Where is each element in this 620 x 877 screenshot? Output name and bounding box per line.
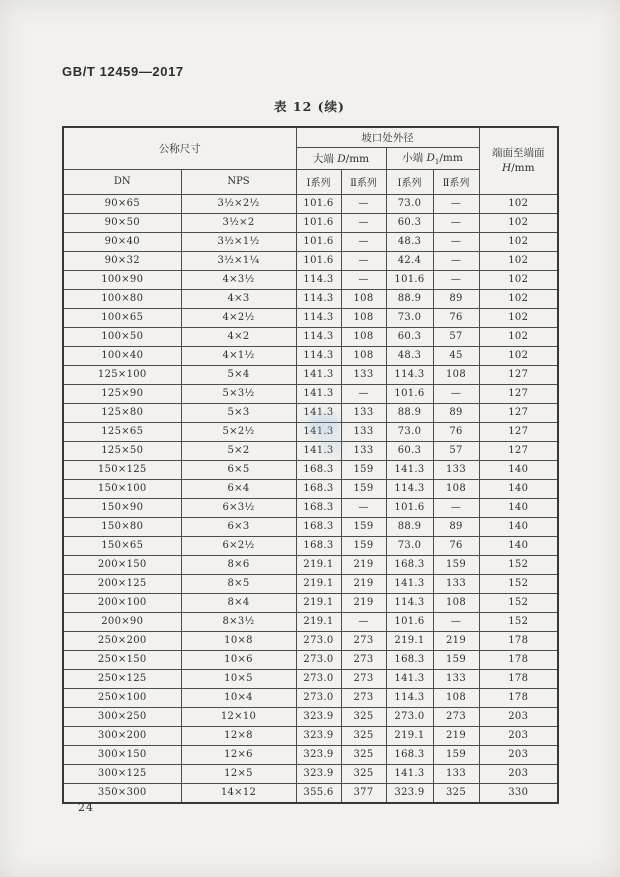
cell-small-series2: 273 (433, 707, 479, 726)
cell-face-to-face: 127 (479, 422, 558, 441)
cell-large-series1: 168.3 (296, 498, 341, 517)
cell-small-series2: — (433, 232, 479, 251)
cell-face-to-face: 102 (479, 327, 558, 346)
cell-large-series2: — (341, 498, 386, 517)
cell-nps: 4×2 (181, 327, 296, 346)
header-large-series2: Ⅱ系列 (341, 169, 386, 194)
cell-small-series2: 76 (433, 422, 479, 441)
cell-large-series1: 141.3 (296, 422, 341, 441)
cell-face-to-face: 102 (479, 289, 558, 308)
large-end-label: 大端 (312, 152, 338, 165)
cell-dn: 250×150 (63, 650, 181, 669)
cell-nps: 8×5 (181, 574, 296, 593)
header-bevel-od: 坡口处外径 (296, 127, 479, 147)
cell-small-series2: 108 (433, 688, 479, 707)
cell-large-series1: 114.3 (296, 270, 341, 289)
cell-face-to-face: 127 (479, 403, 558, 422)
table-row (63, 270, 558, 289)
cell-large-series1: 141.3 (296, 441, 341, 460)
cell-large-series2: 325 (341, 764, 386, 783)
cell-large-series1: 168.3 (296, 460, 341, 479)
cell-large-series2: 273 (341, 650, 386, 669)
cell-small-series1: 101.6 (386, 498, 433, 517)
cell-large-series1: 101.6 (296, 251, 341, 270)
cell-large-series1: 219.1 (296, 612, 341, 631)
cell-small-series1: 73.0 (386, 194, 433, 213)
cell-large-series2: 377 (341, 783, 386, 803)
cell-nps: 6×2½ (181, 536, 296, 555)
cell-small-series1: 88.9 (386, 517, 433, 536)
cell-small-series2: 76 (433, 536, 479, 555)
cell-nps: 4×3 (181, 289, 296, 308)
cell-face-to-face: 102 (479, 251, 558, 270)
cell-large-series1: 323.9 (296, 726, 341, 745)
header-large-series1: Ⅰ系列 (296, 169, 341, 194)
cell-face-to-face: 203 (479, 726, 558, 745)
table-row (63, 327, 558, 346)
table-row (63, 346, 558, 365)
cell-nps: 12×10 (181, 707, 296, 726)
cell-large-series1: 355.6 (296, 783, 341, 803)
cell-large-series2: — (341, 194, 386, 213)
cell-small-series2: 219 (433, 631, 479, 650)
cell-small-series2: — (433, 612, 479, 631)
cell-small-series2: 159 (433, 745, 479, 764)
page-number: 24 (78, 801, 94, 814)
cell-face-to-face: 102 (479, 308, 558, 327)
cell-dn: 200×125 (63, 574, 181, 593)
cell-face-to-face: 127 (479, 365, 558, 384)
cell-dn: 100×40 (63, 346, 181, 365)
cell-large-series2: 108 (341, 327, 386, 346)
cell-nps: 12×6 (181, 745, 296, 764)
cell-nps: 8×4 (181, 593, 296, 612)
cell-face-to-face: 127 (479, 441, 558, 460)
cell-small-series1: 168.3 (386, 555, 433, 574)
cell-large-series1: 141.3 (296, 384, 341, 403)
cell-small-series1: 323.9 (386, 783, 433, 803)
cell-dn: 125×100 (63, 365, 181, 384)
cell-face-to-face: 203 (479, 745, 558, 764)
cell-small-series2: 108 (433, 479, 479, 498)
cell-large-series2: 325 (341, 726, 386, 745)
cell-small-series2: 219 (433, 726, 479, 745)
cell-large-series2: 219 (341, 574, 386, 593)
table-row (63, 460, 558, 479)
cell-nps: 10×4 (181, 688, 296, 707)
cell-small-series2: 108 (433, 593, 479, 612)
cell-large-series1: 141.3 (296, 365, 341, 384)
cell-small-series2: 108 (433, 365, 479, 384)
cell-large-series1: 114.3 (296, 289, 341, 308)
cell-dn: 300×200 (63, 726, 181, 745)
cell-small-series1: 141.3 (386, 669, 433, 688)
cell-large-series2: — (341, 232, 386, 251)
cell-large-series1: 114.3 (296, 346, 341, 365)
cell-face-to-face: 140 (479, 517, 558, 536)
cell-dn: 125×50 (63, 441, 181, 460)
cell-small-series2: — (433, 213, 479, 232)
face-to-face-symbol: H (501, 161, 512, 174)
cell-dn: 300×150 (63, 745, 181, 764)
cell-large-series2: 325 (341, 707, 386, 726)
table-row (63, 365, 558, 384)
cell-small-series2: — (433, 498, 479, 517)
cell-nps: 6×3 (181, 517, 296, 536)
cell-large-series1: 114.3 (296, 327, 341, 346)
small-end-unit: /mm (439, 151, 463, 164)
cell-small-series1: 101.6 (386, 270, 433, 289)
cell-small-series1: 168.3 (386, 650, 433, 669)
cell-nps: 4×3½ (181, 270, 296, 289)
cell-dn: 125×90 (63, 384, 181, 403)
cell-small-series2: 133 (433, 764, 479, 783)
cell-face-to-face: 203 (479, 707, 558, 726)
cell-large-series1: 168.3 (296, 479, 341, 498)
cell-face-to-face: 152 (479, 574, 558, 593)
cell-small-series2: 57 (433, 327, 479, 346)
cell-dn: 300×250 (63, 707, 181, 726)
cell-nps: 5×2½ (181, 422, 296, 441)
cell-face-to-face: 178 (479, 650, 558, 669)
cell-face-to-face: 127 (479, 384, 558, 403)
table-row (63, 289, 558, 308)
cell-dn: 200×100 (63, 593, 181, 612)
table-row (63, 479, 558, 498)
cell-face-to-face: 140 (479, 536, 558, 555)
cell-nps: 12×5 (181, 764, 296, 783)
cell-dn: 150×100 (63, 479, 181, 498)
cell-large-series2: 273 (341, 631, 386, 650)
cell-large-series2: — (341, 270, 386, 289)
standard-number: GB/T 12459—2017 (62, 64, 184, 79)
cell-large-series2: 159 (341, 460, 386, 479)
cell-large-series1: 141.3 (296, 403, 341, 422)
cell-dn: 125×65 (63, 422, 181, 441)
cell-face-to-face: 140 (479, 460, 558, 479)
table-body (63, 194, 558, 803)
cell-dn: 90×50 (63, 213, 181, 232)
cell-large-series2: 159 (341, 479, 386, 498)
cell-face-to-face: 102 (479, 346, 558, 365)
cell-large-series2: 133 (341, 365, 386, 384)
large-end-symbol: D (337, 152, 346, 165)
cell-small-series1: 114.3 (386, 688, 433, 707)
table-row (63, 441, 558, 460)
cell-large-series2: 133 (341, 403, 386, 422)
table-row (63, 650, 558, 669)
cell-small-series2: — (433, 251, 479, 270)
cell-face-to-face: 203 (479, 764, 558, 783)
cell-small-series1: 88.9 (386, 289, 433, 308)
header-small-series2: Ⅱ系列 (433, 169, 479, 194)
cell-small-series1: 48.3 (386, 346, 433, 365)
cell-dn: 200×150 (63, 555, 181, 574)
cell-nps: 14×12 (181, 783, 296, 803)
cell-nps: 3½×2½ (181, 194, 296, 213)
table-row (63, 251, 558, 270)
cell-nps: 5×3½ (181, 384, 296, 403)
cell-large-series2: 273 (341, 688, 386, 707)
header-nominal-size: 公称尺寸 (63, 127, 296, 169)
cell-dn: 200×90 (63, 612, 181, 631)
table-row (63, 308, 558, 327)
cell-small-series1: 273.0 (386, 707, 433, 726)
cell-small-series2: 45 (433, 346, 479, 365)
cell-large-series1: 323.9 (296, 764, 341, 783)
cell-large-series2: — (341, 612, 386, 631)
cell-small-series1: 73.0 (386, 308, 433, 327)
cell-face-to-face: 140 (479, 479, 558, 498)
table-row (63, 631, 558, 650)
cell-nps: 10×8 (181, 631, 296, 650)
header-nps: NPS (181, 169, 296, 194)
cell-large-series1: 273.0 (296, 631, 341, 650)
cell-face-to-face: 152 (479, 612, 558, 631)
cell-dn: 100×90 (63, 270, 181, 289)
cell-nps: 10×5 (181, 669, 296, 688)
header-face-to-face (479, 127, 558, 194)
cell-large-series2: — (341, 384, 386, 403)
cell-large-series2: 108 (341, 346, 386, 365)
cell-large-series2: 219 (341, 593, 386, 612)
cell-nps: 4×2½ (181, 308, 296, 327)
cell-large-series1: 101.6 (296, 213, 341, 232)
cell-large-series1: 323.9 (296, 745, 341, 764)
small-end-symbol: D (426, 151, 435, 164)
header-small-series1: Ⅰ系列 (386, 169, 433, 194)
cell-nps: 6×3½ (181, 498, 296, 517)
cell-small-series1: 101.6 (386, 612, 433, 631)
cell-small-series2: — (433, 384, 479, 403)
cell-large-series1: 101.6 (296, 232, 341, 251)
cell-dn: 100×50 (63, 327, 181, 346)
cell-small-series2: 57 (433, 441, 479, 460)
cell-small-series2: 89 (433, 403, 479, 422)
cell-large-series2: 273 (341, 669, 386, 688)
cell-large-series2: 108 (341, 289, 386, 308)
cell-face-to-face: 152 (479, 593, 558, 612)
cell-small-series1: 48.3 (386, 232, 433, 251)
small-end-label: 小端 (402, 151, 427, 164)
cell-small-series1: 141.3 (386, 460, 433, 479)
cell-large-series1: 168.3 (296, 517, 341, 536)
cell-face-to-face: 330 (479, 783, 558, 803)
cell-small-series1: 101.6 (386, 384, 433, 403)
table-row (63, 745, 558, 764)
cell-small-series1: 88.9 (386, 403, 433, 422)
cell-face-to-face: 102 (479, 232, 558, 251)
cell-small-series2: — (433, 270, 479, 289)
cell-small-series1: 168.3 (386, 745, 433, 764)
cell-face-to-face: 152 (479, 555, 558, 574)
cell-large-series1: 273.0 (296, 650, 341, 669)
cell-dn: 250×100 (63, 688, 181, 707)
cell-large-series2: 219 (341, 555, 386, 574)
table-row (63, 764, 558, 783)
cell-small-series2: 89 (433, 289, 479, 308)
cell-large-series2: — (341, 213, 386, 232)
cell-nps: 8×6 (181, 555, 296, 574)
cell-nps: 6×5 (181, 460, 296, 479)
cell-nps: 10×6 (181, 650, 296, 669)
cell-face-to-face: 102 (479, 213, 558, 232)
table-row (63, 517, 558, 536)
cell-large-series1: 114.3 (296, 308, 341, 327)
cell-large-series1: 273.0 (296, 688, 341, 707)
cell-dn: 150×125 (63, 460, 181, 479)
table-row (63, 555, 558, 574)
table-row (63, 688, 558, 707)
table-row (63, 726, 558, 745)
cell-dn: 90×32 (63, 251, 181, 270)
cell-dn: 250×125 (63, 669, 181, 688)
cell-small-series2: — (433, 194, 479, 213)
cell-small-series2: 133 (433, 460, 479, 479)
table-title: 表 12 (续) (274, 99, 345, 114)
cell-small-series2: 76 (433, 308, 479, 327)
table-row (63, 194, 558, 213)
cell-small-series2: 133 (433, 574, 479, 593)
cell-dn: 90×40 (63, 232, 181, 251)
cell-dn: 125×80 (63, 403, 181, 422)
cell-small-series1: 114.3 (386, 365, 433, 384)
cell-face-to-face: 140 (479, 498, 558, 517)
cell-dn: 100×65 (63, 308, 181, 327)
cell-face-to-face: 102 (479, 194, 558, 213)
cell-small-series1: 60.3 (386, 441, 433, 460)
table-row (63, 213, 558, 232)
cell-small-series2: 159 (433, 555, 479, 574)
cell-small-series1: 73.0 (386, 422, 433, 441)
cell-nps: 5×2 (181, 441, 296, 460)
cell-small-series1: 219.1 (386, 631, 433, 650)
face-to-face-label: 端面至端面 (492, 146, 545, 159)
cell-large-series1: 219.1 (296, 574, 341, 593)
table-row (63, 612, 558, 631)
cell-small-series1: 60.3 (386, 327, 433, 346)
cell-dn: 350×300 (63, 783, 181, 803)
cell-large-series1: 219.1 (296, 555, 341, 574)
table-row (63, 498, 558, 517)
header-large-end (296, 147, 386, 169)
cell-large-series1: 219.1 (296, 593, 341, 612)
cell-nps: 8×3½ (181, 612, 296, 631)
table-row (63, 536, 558, 555)
cell-small-series1: 73.0 (386, 536, 433, 555)
cell-small-series1: 42.4 (386, 251, 433, 270)
cell-small-series2: 133 (433, 669, 479, 688)
cell-dn: 250×200 (63, 631, 181, 650)
cell-small-series1: 141.3 (386, 574, 433, 593)
cell-large-series2: — (341, 251, 386, 270)
cell-small-series1: 114.3 (386, 479, 433, 498)
cell-large-series2: 133 (341, 441, 386, 460)
cell-large-series2: 108 (341, 308, 386, 327)
cell-large-series2: 159 (341, 517, 386, 536)
cell-large-series2: 133 (341, 422, 386, 441)
cell-large-series1: 323.9 (296, 707, 341, 726)
cell-dn: 300×125 (63, 764, 181, 783)
cell-face-to-face: 178 (479, 669, 558, 688)
cell-nps: 5×3 (181, 403, 296, 422)
cell-dn: 100×80 (63, 289, 181, 308)
cell-small-series1: 141.3 (386, 764, 433, 783)
dimension-table (62, 126, 559, 804)
cell-large-series1: 168.3 (296, 536, 341, 555)
cell-dn: 150×80 (63, 517, 181, 536)
cell-face-to-face: 102 (479, 270, 558, 289)
cell-nps: 5×4 (181, 365, 296, 384)
cell-small-series1: 114.3 (386, 593, 433, 612)
cell-dn: 150×65 (63, 536, 181, 555)
cell-dn: 150×90 (63, 498, 181, 517)
cell-small-series1: 219.1 (386, 726, 433, 745)
table-row (63, 593, 558, 612)
cell-large-series1: 273.0 (296, 669, 341, 688)
cell-large-series2: 159 (341, 536, 386, 555)
cell-nps: 12×8 (181, 726, 296, 745)
table-row (63, 574, 558, 593)
cell-small-series1: 60.3 (386, 213, 433, 232)
cell-small-series2: 325 (433, 783, 479, 803)
cell-small-series2: 89 (433, 517, 479, 536)
face-to-face-unit: /mm (511, 161, 535, 174)
cell-small-series2: 159 (433, 650, 479, 669)
cell-nps: 3½×1¼ (181, 251, 296, 270)
table-row (63, 783, 558, 803)
table-row (63, 403, 558, 422)
table-row (63, 707, 558, 726)
header-dn: DN (63, 169, 181, 194)
cell-nps: 4×1½ (181, 346, 296, 365)
cell-large-series2: 325 (341, 745, 386, 764)
cell-nps: 3½×2 (181, 213, 296, 232)
header-small-end (386, 147, 479, 169)
cell-face-to-face: 178 (479, 631, 558, 650)
cell-large-series1: 101.6 (296, 194, 341, 213)
cell-nps: 3½×1½ (181, 232, 296, 251)
table-row (63, 232, 558, 251)
cell-dn: 90×65 (63, 194, 181, 213)
cell-face-to-face: 178 (479, 688, 558, 707)
table-row (63, 422, 558, 441)
small-end-subscript: 1 (434, 158, 440, 167)
table-row (63, 384, 558, 403)
large-end-unit: /mm (345, 152, 370, 165)
table-row (63, 669, 558, 688)
cell-nps: 6×4 (181, 479, 296, 498)
